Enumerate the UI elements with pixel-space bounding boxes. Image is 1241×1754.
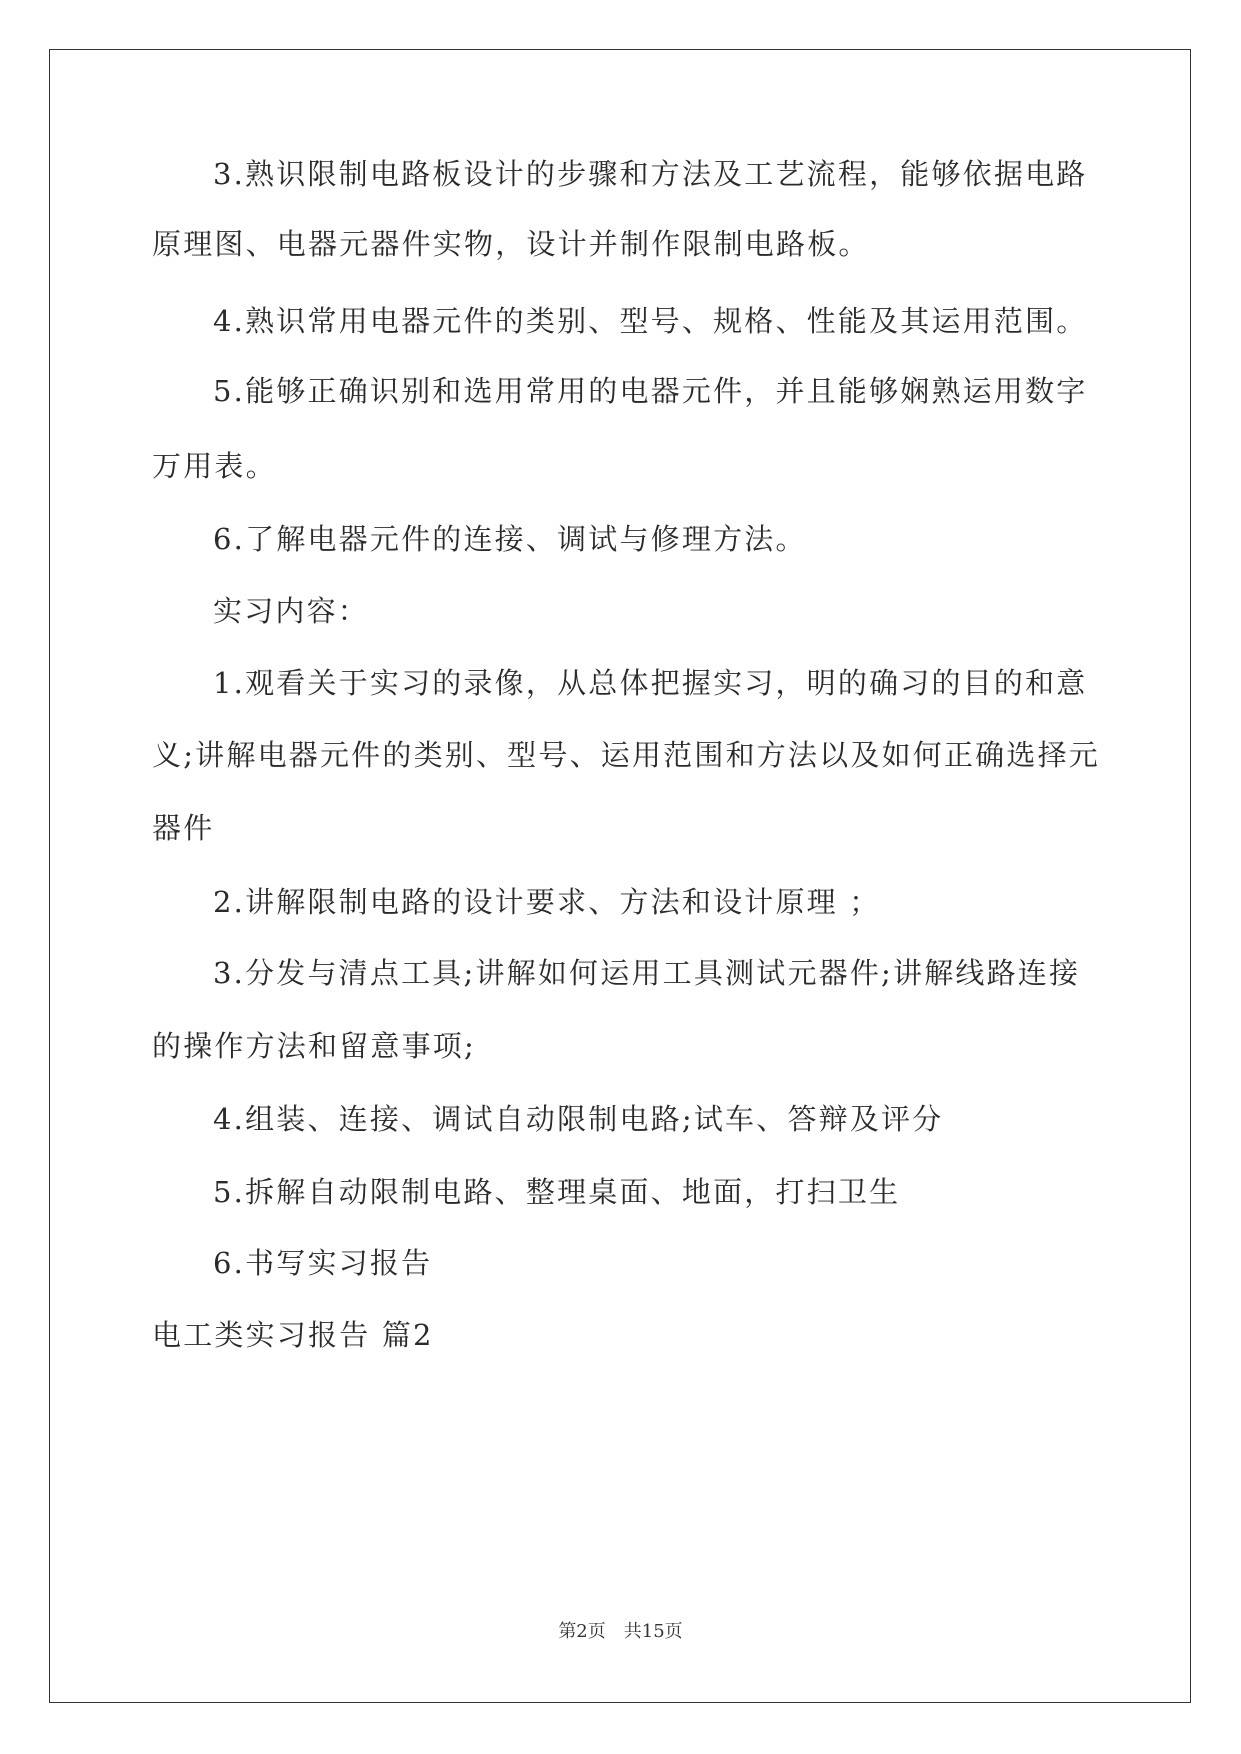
- page-number: 第2页: [558, 1621, 606, 1642]
- paragraph-line: 3.熟识限制电路板设计的步骤和方法及工艺流程，能够依据电路: [213, 157, 1088, 191]
- paragraph-line: 2.讲解限制电路的设计要求、方法和设计原理 ；: [213, 885, 881, 919]
- paragraph-line: 4.熟识常用电器元件的类别、型号、规格、性能及其运用范围。: [213, 304, 1088, 338]
- paragraph-line: 万用表。: [152, 449, 277, 483]
- paragraph-line: 器件: [152, 811, 215, 845]
- section-heading: 电工类实习报告 篇2: [152, 1318, 434, 1352]
- paragraph-line: 原理图、电器元器件实物，设计并制作限制电路板。: [152, 227, 870, 261]
- paragraph-line: 5.能够正确识别和选用常用的电器元件，并且能够娴熟运用数字: [213, 374, 1088, 408]
- paragraph-line: 5.拆解自动限制电路、整理桌面、地面，打扫卫生: [213, 1175, 901, 1209]
- paragraph-line: 6.书写实习报告: [213, 1246, 433, 1280]
- page-total: 共15页: [623, 1621, 683, 1642]
- paragraph-line: 4.组装、连接、调试自动限制电路;试车、答辩及评分: [213, 1102, 944, 1136]
- paragraph-line: 3.分发与清点工具;讲解如何运用工具测试元器件;讲解线路连接: [213, 956, 1081, 990]
- subheading: 实习内容：: [213, 594, 370, 628]
- paragraph-line: 1.观看关于实习的录像，从总体把握实习，明的确习的目的和意: [213, 666, 1088, 700]
- paragraph-line: 6.了解电器元件的连接、调试与修理方法。: [213, 522, 807, 556]
- page-border: [49, 49, 1191, 1703]
- page-footer: [0, 1620, 1241, 1644]
- paragraph-line: 义;讲解电器元件的类别、型号、运用范围和方法以及如何正确选择元: [152, 738, 1100, 772]
- paragraph-line: 的操作方法和留意事项;: [152, 1029, 476, 1063]
